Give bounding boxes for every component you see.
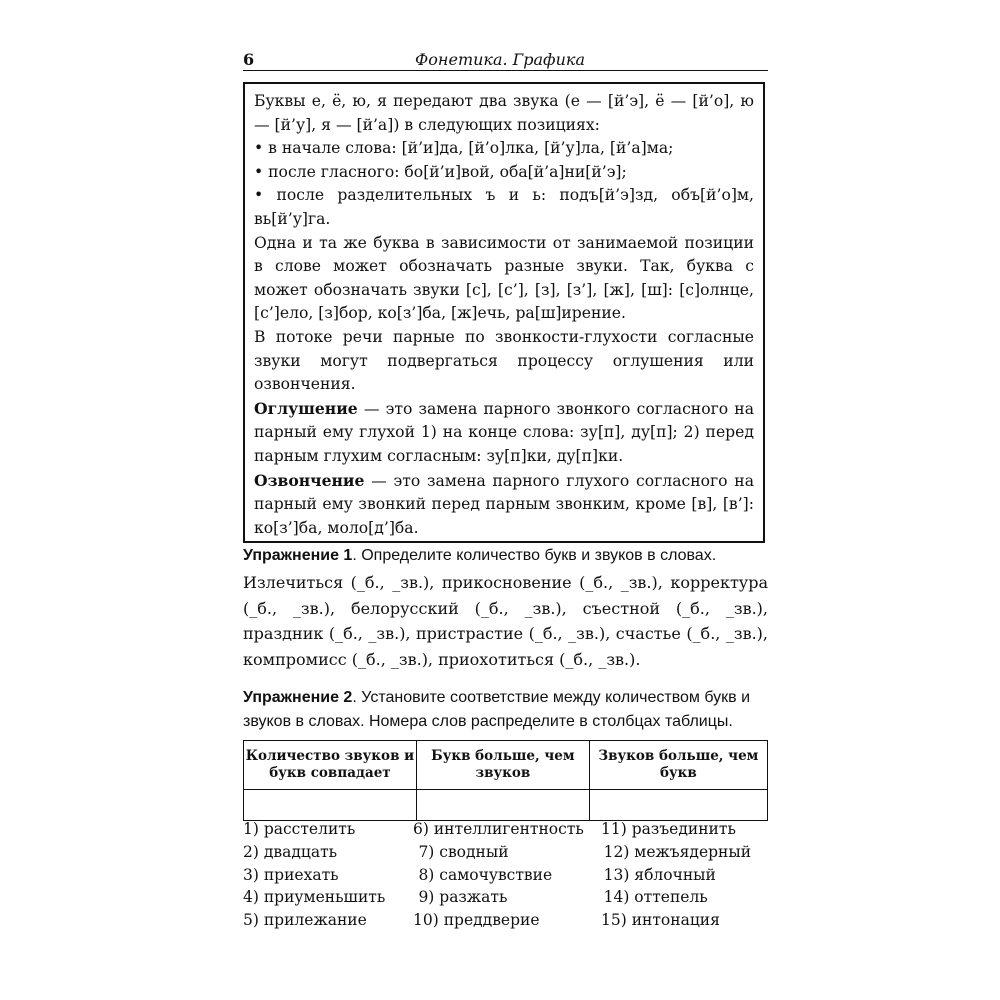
word-row [243,841,773,864]
word-row [243,886,773,909]
table-answer-row [244,790,768,821]
term-devoicing: Оглушение [254,398,358,418]
page-number: 6 [243,50,255,69]
rule-paragraph-3: В потоке речи парные по звонкости-глухости согласные звуки могут подвергаться процессу оглушения или озвончения. [254,327,754,394]
table-header-cell: Количество звуков и букв совпадает [244,741,417,790]
table-header-cell: Букв больше, чем звуков [416,741,589,790]
word-item: 14) оттепель [603,888,708,907]
word-item: 11) разъединить [601,820,736,838]
header-rule [243,70,768,71]
exercise-1-body: Излечиться (_б., _зв.), прикосновение (_б., _зв.), корректура (_б., _зв.), белорусский (_б., _зв.), съестной (_б., _зв.), праздник (_б., _зв.), пристрастие (_б., _зв.), счастье (_б., _зв.), компромисс (_б., _зв.), приохотиться (_б., _зв.). [243,573,768,669]
word-item: 15) интонация [601,911,720,930]
word-item: 1) расстелить [243,820,356,838]
exercise-1 [243,544,768,672]
table-header-cell: Звуков больше, чем букв [589,741,767,790]
exercise-1-heading [243,544,768,568]
word-item: 13) яблочный [603,865,716,884]
rule-box [243,82,765,543]
word-item: 6) интеллигентность [413,820,584,838]
term-voicing: Озвончение [254,470,365,490]
answer-table [243,740,768,821]
rule-paragraph-4 [254,397,754,469]
word-item: 7) сводный [418,842,509,861]
word-item: 3) приехать [243,865,339,884]
answer-cell-more-letters[interactable] [416,790,589,821]
answer-cell-equal[interactable] [244,790,417,821]
answer-cell-more-sounds[interactable] [589,790,767,821]
word-item: 8) самочувствие [418,865,553,884]
rule-bullet-1: • в начале слова: [й’и]да, [й’о]лка, [й’у]ла, [й’а]ма; [254,137,754,161]
word-item: 9) разжать [418,888,508,907]
word-item: 2) двадцать [243,842,338,861]
rule-bullet-3: • после разделительных ъ и ь: подъ[й’э]зд, объ[й’о]м, вь[й’у]га. [254,184,754,231]
word-list [243,818,773,932]
word-item: 10) преддверие [413,911,540,930]
running-title: Фонетика. Графика [415,50,585,69]
word-row [243,818,773,841]
rule-bullet-2: • после гласного: бо[й’и]вой, оба[й’а]ни[й’э]; [254,161,754,185]
devoicing-definition: — это замена парного звонкого согласного на парный ему глухой 1) на конце слова: зу[п], ду[п]; 2) перед парным глухим согласным: зу[п]ки, ду[п]ки. [254,399,754,465]
rule-paragraph-5 [254,469,754,541]
exercise-2 [243,686,768,734]
word-item: 4) приуменьшить [243,888,386,907]
rule-paragraph-2: Одна и та же буква в зависимости от занимаемой позиции в слове может обозначать разные звуки. Так, буква с может обозначать звуки [с], [с’], [з], [з’], [ж], [ш]: [с]олнце, [с’]ело, [з]бор, ко[з’]ба, [ж]ечь, ра[ш]ирение. [254,233,754,323]
exercise-2-task: . Установите соответствие между количеством букв и звуков в словах. Номера слов распределите в столбцах таблицы. [243,689,751,730]
exercise-2-heading [243,686,768,734]
exercise-1-label: Упражнение 1 [243,547,353,564]
exercise-2-label: Упражнение 2 [243,689,353,706]
word-row [243,864,773,887]
word-item: 12) межъядерный [603,842,752,861]
table-header-row [244,741,768,790]
word-row [243,909,773,932]
word-item: 5) прилежание [243,911,367,930]
exercise-1-task: . Определите количество букв и звуков в словах. [352,547,717,564]
rule-paragraph-1: Буквы е, ё, ю, я передают два звука (е — [й’э], ё — [й’о], ю — [й’у], я — [й’а]) в следующих позициях: [254,92,754,134]
voicing-definition: — это замена парного глухого согласного на парный ему звонкий перед парным звонким, кроме [в], [в’]: ко[з’]ба, моло[д’]ба. [254,471,754,537]
